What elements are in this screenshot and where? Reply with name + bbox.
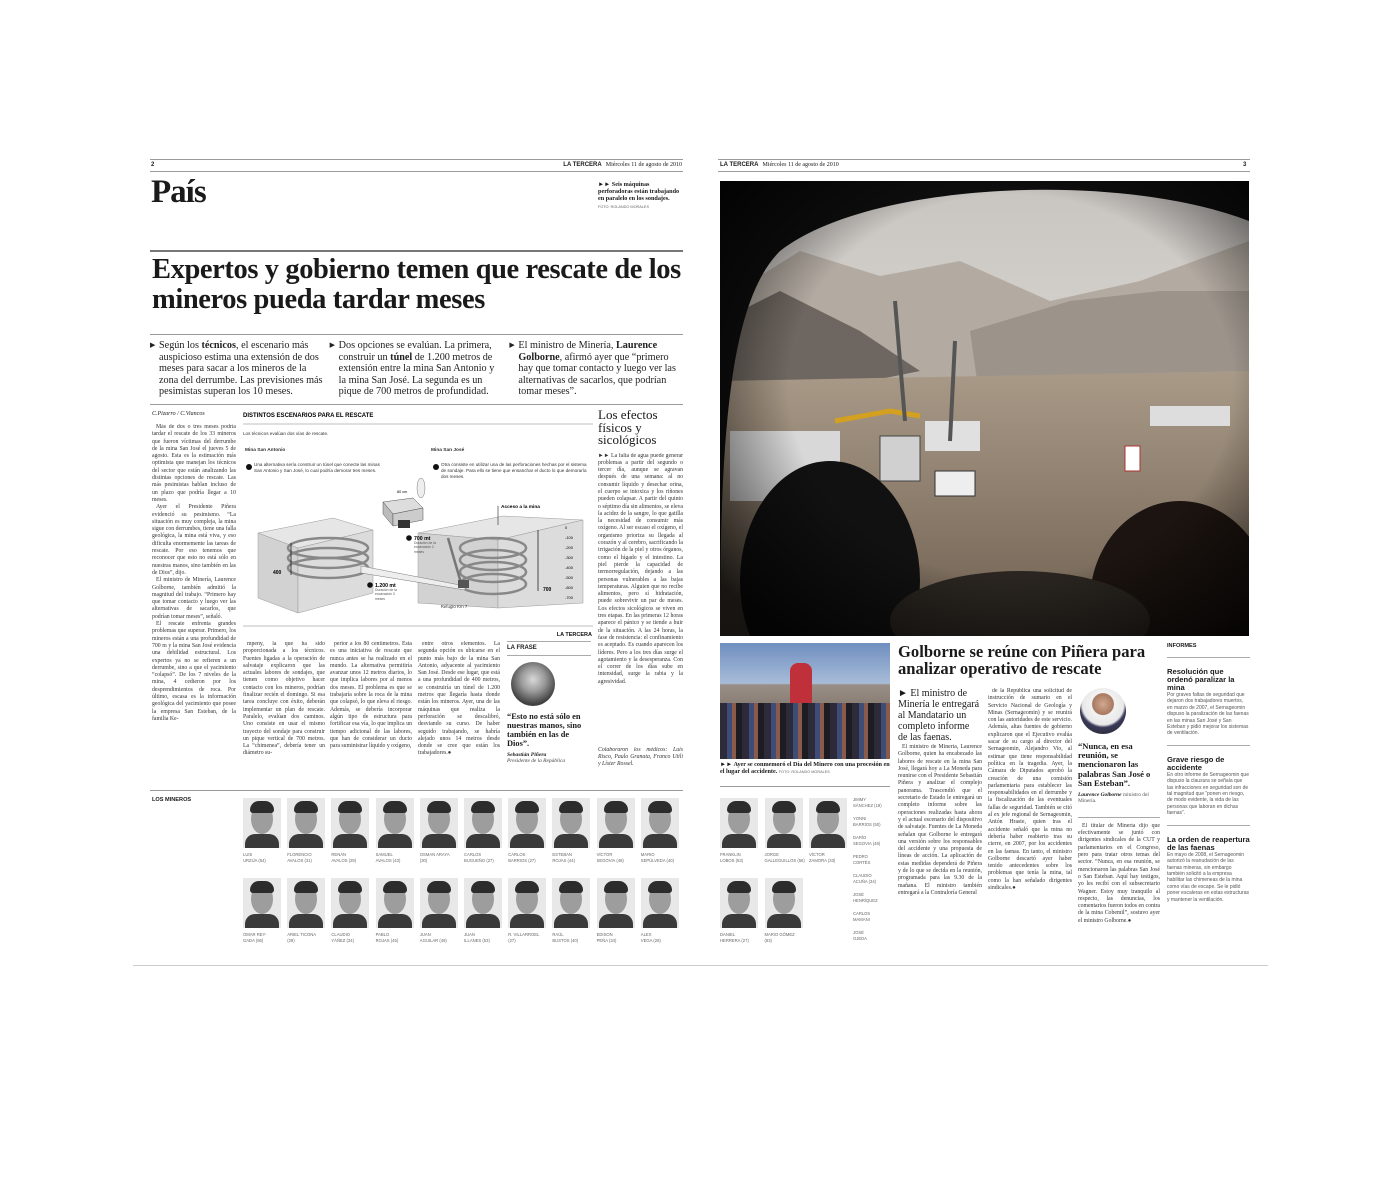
- miner-hair: [383, 881, 407, 893]
- bullet-text: de 1.200 metros de extensión entre la mina San Antonio y la mina San José. La segunda es un pique de 700 metros de profundidad.: [338, 351, 495, 398]
- tunnel-note: Duración de la excavación 3 meses: [375, 588, 397, 601]
- miner-first: CARLOS: [508, 852, 526, 857]
- miner-hair: [515, 881, 539, 893]
- miner-last: ROJAS (45): [375, 938, 399, 943]
- miner-name: [420, 932, 464, 944]
- miner-name: [809, 852, 853, 864]
- miner-last: CORTÉS: [853, 860, 871, 865]
- miner-body: [599, 914, 633, 928]
- divider: [150, 159, 683, 160]
- infographic-subtitle: Los técnicos evalúan dos vías de rescate.: [243, 431, 329, 436]
- miner-hair: [604, 881, 628, 893]
- miner-name: [243, 932, 287, 944]
- quote-box: [507, 641, 591, 764]
- miner-photo: [464, 878, 502, 928]
- miner-name: [287, 852, 331, 864]
- note-2: Otra consiste en utilizar una de las perforaciones hechas por el sistema de sondaje. Para ello se tiene que ensanchar el ducto lo que demoraría dos meses.: [441, 462, 587, 479]
- miner-name: [853, 873, 897, 885]
- bullet-text: , el escenario más auspicioso estima una extensión de dos meses para sacar a los mineros de la zona del derrumbe. Las previsiones más pesimistas superan los 10 meses.: [159, 340, 323, 398]
- miner-name: [853, 892, 897, 904]
- step-2-icon: [433, 464, 439, 470]
- miner-last: AVALOS (31): [287, 858, 312, 863]
- informe-title: Resolución que ordenó paralizar la mina: [1167, 667, 1235, 692]
- miner-photo: [552, 798, 590, 848]
- divider: [150, 404, 683, 405]
- miner-body: [466, 914, 500, 928]
- miner-hair: [648, 881, 672, 893]
- width-label: 80 cm: [397, 490, 408, 494]
- miner-body: [554, 834, 588, 848]
- miner-last: ZAMORA (33): [809, 858, 836, 863]
- depth-a-label: 400: [273, 570, 282, 576]
- miner-first: CLAUDIO: [331, 932, 351, 937]
- divider: [718, 159, 1250, 160]
- miner-last: AVALOS (29): [331, 858, 357, 863]
- miner-hair: [515, 801, 539, 813]
- miner-hair: [427, 801, 451, 813]
- miner-last: OJEDA: [853, 936, 867, 941]
- miner-first: JUAN: [464, 932, 475, 937]
- miner-last: GALLEGUILLOS (56): [764, 858, 805, 863]
- miner-hair: [427, 881, 451, 893]
- page-number: 2: [151, 162, 155, 168]
- miner-first: VÍCTOR: [809, 852, 825, 857]
- bottom-divider: [133, 965, 1268, 966]
- date: Miércoles 11 de agosto de 2010: [762, 162, 839, 168]
- miner-name: [464, 852, 508, 864]
- infographic-title: DISTINTOS ESCENARIOS PARA EL RESCATE: [243, 413, 374, 419]
- article-column: [988, 688, 1072, 944]
- miner-name: [765, 932, 809, 944]
- miner-hair: [772, 881, 796, 893]
- miner-photo: [420, 798, 458, 848]
- avatar: [1080, 688, 1126, 734]
- quote-author: Laurence Golborne: [1078, 792, 1122, 799]
- miner-photo: [243, 798, 281, 848]
- miner-photo: [765, 798, 803, 848]
- miner-last: BARRIOS (27): [508, 858, 536, 863]
- miner-hair: [294, 881, 318, 893]
- miner-last: (30): [419, 858, 428, 863]
- miner-first: ALEX: [640, 932, 652, 937]
- miner-name: [552, 932, 596, 944]
- miner-name: [720, 852, 764, 864]
- miner-name: [853, 911, 897, 923]
- miner-name: [853, 930, 897, 942]
- miner-first: JIMMY: [853, 797, 867, 802]
- miner-photo: [376, 798, 414, 848]
- scale-tick: -600: [565, 585, 574, 590]
- miner-last: SEGOVIA (48): [596, 858, 624, 863]
- article-column: [243, 641, 325, 777]
- miner-name: [508, 932, 552, 944]
- scale-tick: 0: [565, 525, 568, 530]
- masthead: LA TERCERA: [720, 162, 759, 168]
- scale-tick: -300: [565, 555, 574, 560]
- miner-name: [641, 932, 685, 944]
- informe-text: En mayo de 2008, el Sernageomin autorizó la reanudación de las faenas mineras, sin embargo también solicitó a la empresa habilitar las chimeneas de la mina como vías de escape. Se le pidió poner escaleras en estas estructuras y mantener la ventilación.: [1167, 851, 1249, 903]
- miner-hair: [559, 881, 583, 893]
- quote-label: LA FRASE: [507, 641, 591, 656]
- miner-last: BARRIOS (50): [853, 822, 881, 827]
- section-title: País: [151, 174, 206, 210]
- miner-name: [853, 797, 897, 809]
- miner-last: AGUILAR (49): [419, 938, 447, 943]
- refuge-label: Refugio Km 7: [440, 604, 468, 609]
- scale-tick: -100: [565, 535, 574, 540]
- informe-text: En otro informe de Sernageomin que dispuso la clausura se señala que las infracciones en seguridad son de tal magnitud que “ponen en riesgo, de modo evidente, la vida de las personas que laboran en dichas faenas”.: [1167, 771, 1249, 817]
- miner-body: [767, 834, 801, 848]
- avatar: [511, 662, 555, 706]
- rescue-infographic: [243, 408, 593, 638]
- paragraph: Ayer el Presidente Piñera evidenció su pesimismo. “La situación es muy compleja, la mina sigue con derrumbes, tiene una falla geológica, la mina está viva, y eso dificulta enormemente las tareas de rescate. Por eso tenemos que reconocer que esto no está sólo en nuestras manos, sino también en las de Dios”, dijo.: [152, 504, 236, 576]
- informe-text: Por graves faltas de seguridad que dejaron dos trabajadores muertos, en marzo de 2007, el Sernageomin dispuso la paralización de las faenas en las minas San José y San Esteban y pidió mejorar los sistemas de ventilación.: [1167, 692, 1249, 737]
- miner-first: RAÚL: [552, 932, 564, 937]
- scale-tick: -200: [565, 545, 574, 550]
- informes-sidebar: [1167, 643, 1250, 911]
- quote-role: ministro del Minería.: [1078, 792, 1149, 805]
- miner-photo: [597, 798, 635, 848]
- miner-first: LUIS: [243, 852, 253, 857]
- miner-last: (27): [508, 938, 516, 943]
- miner-body: [378, 914, 412, 928]
- divider: [150, 334, 683, 335]
- summary-bullets: [150, 340, 683, 398]
- miner-body: [422, 834, 456, 848]
- mine-b-label: Mina San José: [431, 448, 465, 453]
- miner-last: SEGOVIA (48): [853, 841, 881, 846]
- miner-body: [554, 914, 588, 928]
- depth-b-label: 700: [543, 587, 552, 593]
- paragraph: El ministro de Minería, Laurence Golborne, quien ha encabezado las labores de rescate en la mina San José, llegará hoy a La Moneda para reunirse con el Presidente Sebastián Piñera y analizar el complejo panorama. Trascendió que el secretario de Estado le entregará un completo informe sobre las operaciones realizadas hasta ahora y el actual escenario del dispositivo de salvataje. Fuentes de La Moneda señalan que Golborne le entregará una versión sobre los responsables del accidente y una propuesta de líneas de acción. La aplicación de estas medidas dependerá de Piñera y de lo que se decida en la reunión, programada para las 9.30 de la mañana. El ministro también entregará a la Contraloría General: [898, 744, 982, 896]
- paragraph: entre otros elementos. La segunda opción es ubicarse en el punto más bajo de la mina San Antonio, adyacente al yacimiento San José. Desde ese lugar, que está a una profundidad de 400 metros, se construiría un túnel de 1.200 metros que llegaría hasta donde están los mineros. Ayer, una de las máquinas que realiza la perforación se descalibró, desviando su curso. De haber seguido trabajando, se habría alejado unos 14 metros desde donde se cree que están los trabajadores.●: [418, 641, 500, 757]
- miner-last: (63): [764, 938, 772, 943]
- article-column: [418, 641, 500, 777]
- miner-body: [245, 834, 279, 848]
- miner-first: ARIEL TICONA: [287, 932, 317, 937]
- miner-first: ESTEBAN: [552, 852, 572, 857]
- miner-photo: [552, 878, 590, 928]
- miner-hair: [250, 881, 274, 893]
- informes-label: INFORMES: [1167, 643, 1250, 658]
- divider: [150, 250, 683, 252]
- miner-name: [597, 852, 641, 864]
- miner-first: OSMAN ARAYA: [419, 852, 450, 857]
- paragraph: Más de dos o tres meses podría tardar el rescate de los 33 mineros que fueron víctimas del derrumbe de la mina San José el jueves 5 de agosto. Esta es la estimación más optimista que manejan los técnicos del sector que están analizando las distintas opciones de rescate. Las más pesimistas hablan incluso de un plazo que podría llegar a 10 meses.: [152, 424, 236, 503]
- summary-bullet: [509, 340, 683, 398]
- miner-photo: [720, 798, 758, 848]
- miner-last: SÁNCHEZ (19): [853, 803, 882, 808]
- bullet-text: Dos opciones se evalúan. La primera, construir un: [338, 340, 492, 363]
- miner-name: [765, 852, 809, 864]
- divider: [150, 171, 683, 172]
- mine-a-label: Mina San Antonio: [245, 448, 286, 453]
- masthead: LA TERCERA: [563, 162, 602, 168]
- miner-last: BUGUEÑO (27): [464, 858, 494, 863]
- miner-last: BUSTOS (40): [552, 938, 579, 943]
- miner-last: ILLANES (53): [464, 938, 490, 943]
- miner-first: MARIO: [640, 852, 655, 857]
- divider: [150, 790, 683, 791]
- sidebar-title: Los efectos físicos y sicológicos: [598, 407, 658, 447]
- miner-hair: [772, 801, 796, 813]
- sidebar-article: [598, 409, 683, 768]
- golborne-quote: [1078, 688, 1160, 945]
- date: Miércoles 11 de agosto de 2010: [605, 162, 682, 168]
- miner-name: [552, 852, 596, 864]
- sidebar-credits: Colaboraron los médicos: Luis Risco, Paulo Granata, Franco Utili y Líster Rossel.: [598, 746, 683, 768]
- quote-role: Presidente de la República: [507, 758, 566, 764]
- miner-first: FLORENCIO: [287, 852, 312, 857]
- miner-last: PEÑA (34): [596, 938, 617, 943]
- paragraph: El titular de Minería dijo que efectivamente se juntó con dirigentes sindicales de la CUT y parlamentarios en el Congreso, pero para tratar otros temas del sector. “Nunca, en esa reunión, se mencionaron las palabras San José o San Esteban. Aquí hay testigos, yo les recibí con el subsecretario Wagner. Estoy muy tranquilo al respecto, las denuncias, los comentarios fueron todos en contra de la mina Cobemil”, sostuvo ayer el ministro Golborne.●: [1078, 822, 1160, 924]
- miner-body: [767, 914, 801, 928]
- miner-last: YÁÑEZ (34): [331, 938, 354, 943]
- miner-body: [466, 834, 500, 848]
- miner-photo: [720, 878, 758, 928]
- miner-first: YONNI: [853, 816, 867, 821]
- divider: [718, 171, 1250, 172]
- miner-first: MARIO GÓMEZ: [764, 932, 795, 937]
- intro-bullet: ► El ministro de Minería le entregará al Mandatario un completo informe de las faenas.: [898, 688, 980, 743]
- miner-photo: [331, 798, 369, 848]
- miner-name: [376, 932, 420, 944]
- bullet-text: El ministro de Minería,: [518, 340, 616, 351]
- miner-first: R. VILLARROEL: [508, 932, 540, 937]
- miner-body: [510, 914, 544, 928]
- miner-first: JORGE: [764, 852, 779, 857]
- miner-name: [853, 816, 897, 828]
- miner-hair: [338, 801, 362, 813]
- miner-name: [376, 852, 420, 864]
- miner-name: [597, 932, 641, 944]
- miner-photo: [331, 878, 369, 928]
- miner-photo: [420, 878, 458, 928]
- miner-hair: [727, 801, 751, 813]
- miner-first: DANIEL: [720, 932, 736, 937]
- miner-name: [853, 854, 897, 866]
- miner-first: VÍCTOR: [596, 852, 613, 857]
- miner-photo: [809, 798, 847, 848]
- informe-title: La orden de reapertura de las faenas: [1167, 834, 1250, 852]
- miner-first: CARLOS: [853, 911, 871, 916]
- summary-bullet: [330, 340, 504, 398]
- miners-label: LOS MINEROS: [152, 797, 192, 803]
- summary-bullet: [150, 340, 324, 398]
- informe-item: [1167, 746, 1250, 826]
- scale-tick: -400: [565, 565, 574, 570]
- miner-body: [378, 834, 412, 848]
- miner-photo: [243, 878, 281, 928]
- sidebar-text: ►► La falta de agua puede generar problemas a partir del segundo o tercer día, aunque se agravan después de una semana: al no consumir líquido y desechar orina, el cuerpo se intoxica y los riñones pueden colapsar. A partir del quinto o séptimo día sin alimentos, se eleva la acidez de la sangre, lo que gatilla la necesidad de consumir más oxígeno. Al ser escaso el oxígeno, el organismo prioriza su llegada al corazón y al cerebro, sacrificando la irrigación de la piel y otros órganos, como el hígado y el intestino. La piel pierde la capacidad de termorregulación, dejando a las personas vulnerables a las bajas temperaturas. Alguien que no recibe alimentos, pero sí hidratación, puede sobrevivir un par de meses. Los efectos sicológicos se viven en tres etapas. En las primeras 12 horas aparece el pánico y se tiende a huir de la situación. A las 24 horas, la fase de resistencia: el confinamiento es aceptado. Es cuando aparecen los líderes. Pero a los tres días surge el agotamiento y la desesperanza. Con el correr de los días sube en intensidad, surge la rabia y la agresividad.: [598, 452, 683, 685]
- headline: Golborne se reúne con Piñera para analizar operativo de rescate: [898, 642, 1146, 678]
- shaft-label: 700 mt: [414, 536, 431, 542]
- informe-item: [1167, 826, 1250, 911]
- access-label: Acceso a la mina: [501, 505, 540, 510]
- miner-first: FRANKLIN: [720, 852, 741, 857]
- paragraph: El rescate enfrenta grandes problemas que superar. Primero, los mineros están a una profundidad de 700 m y la mina San José evidencia una debilidad estructural. Los expertos ya no se refieren a un derrumbe, sino a que el yacimiento “colapsó”. De los 7 niveles de la mina, 4 cedieron por los desprendimientos de roca. Por último, escasa es la información geológica del yacimiento que posee la empresa San Esteban, de la familia Ke-: [152, 621, 236, 722]
- shaft-note: Duración de la excavación 2 meses: [414, 541, 436, 554]
- miner-hair: [471, 801, 495, 813]
- miner-hair: [294, 801, 318, 813]
- miner-body: [722, 914, 756, 928]
- bullet-arrow-icon: ▶: [509, 341, 515, 349]
- miner-first: DARÍO: [853, 835, 867, 840]
- miner-photo: [376, 878, 414, 928]
- miner-photo: [641, 878, 679, 928]
- miner-hair: [648, 801, 672, 813]
- miner-body: [289, 914, 323, 928]
- miner-photo: [464, 798, 502, 848]
- miner-hair: [250, 801, 274, 813]
- miner-first: OMAR REY-: [243, 932, 267, 937]
- miner-hair: [604, 801, 628, 813]
- miner-name: [508, 852, 552, 864]
- miner-hair: [816, 801, 840, 813]
- divider: [720, 786, 890, 787]
- miner-body: [333, 834, 367, 848]
- miner-last: VEGA (28): [640, 938, 661, 943]
- miner-hair: [471, 881, 495, 893]
- headline: Expertos y gobierno temen que rescate de los mineros pueda tardar meses: [152, 254, 681, 315]
- crowd: [720, 703, 890, 759]
- scale-tick: -700: [565, 595, 574, 600]
- paragraph: mpeny, la que ha sido proporcionada a los técnicos. Fuentes ligadas a la operación de salvataje explicaron que las actuales labores de sondajes, que tienen como objetivo hacer contacto con los mineros, podrían finalizar recién el domingo. Si esa tarea concluye con éxito, deberán implementar un plan de rescate. Paralelo, evalúan dos caminos. Uno consiste en usar el mismo trayecto del sondaje para construir un pique vertical de 700 metros. La “chimenea”, debería tener un diámetro su-: [243, 641, 325, 757]
- miner-photo: [641, 798, 679, 848]
- page-number: 3: [1243, 162, 1247, 168]
- miner-hair: [338, 881, 362, 893]
- article-column: [898, 744, 982, 944]
- infographic-credit: LA TERCERA: [556, 632, 592, 638]
- miner-body: [599, 834, 633, 848]
- miner-last: (29): [287, 938, 295, 943]
- miner-name: [287, 932, 331, 944]
- miner-last: MAMANI: [853, 917, 870, 922]
- procession-photo: [720, 643, 890, 759]
- informe-item: [1167, 658, 1250, 746]
- bullet-text: , afirmó ayer que “primero hay que tomar contacto y luego ver las alternativas de sacarlos, que podrían tomar meses”.: [518, 351, 676, 398]
- miner-first: RENÁN: [331, 852, 347, 857]
- miner-body: [289, 834, 323, 848]
- miner-body: [510, 834, 544, 848]
- miner-last: URZÚA (54): [243, 858, 266, 863]
- miner-first: PABLO: [375, 932, 390, 937]
- bullet-text: Según los: [159, 340, 202, 351]
- miner-body: [422, 914, 456, 928]
- miner-name: [641, 852, 685, 864]
- note-1: Una alternativa sería construir un túnel que conecte las minas San Antonio y San José, lo cual podría demorar tres meses.: [254, 462, 380, 473]
- miner-photo: [287, 878, 325, 928]
- miner-first: JOSÉ: [853, 930, 864, 935]
- quote-author: Sebastián Piñera: [507, 752, 547, 758]
- article-column: [152, 424, 236, 780]
- miner-last: GADA (56): [243, 938, 264, 943]
- miner-last: ROJAS (44): [552, 858, 575, 863]
- miner-last: SEPÚLVEDA (40): [640, 858, 675, 863]
- bullet-arrow-icon: ▶: [150, 341, 156, 349]
- miner-body: [643, 834, 677, 848]
- miner-hair: [383, 801, 407, 813]
- miner-photo: [765, 878, 803, 928]
- miner-first: CLAUDIO: [853, 873, 872, 878]
- miner-last: AVALOS (43): [375, 858, 401, 863]
- paragraph: perior a los 80 centímetros. Esta es una iniciativa de rescate que nunca antes se ha realizado en el mundo. La alternativa permitiría avanzar unos 12 metros diarios, lo que implica labores por al menos dos meses. El problema es que se trabajaría sobre la roca de la mina que colapsó, lo que eleva el riesgo. Además, se debería incorporar algún tipo de estructura para fortificar esa vía, lo que implica un tiempo adicional de las labores, que han de considerar un ducto para suministrar líquido y oxígeno,: [330, 641, 412, 750]
- quote-text: “Esto no está sólo en nuestras manos, sino también en las de Dios”.: [507, 712, 582, 748]
- miner-last: HERRERA (27): [720, 938, 749, 943]
- miner-name: [331, 852, 375, 864]
- paragraph: El ministro de Minería, Laurence Golborne, también admitió la magnitud del trabajo. “Primero hay que tomar contacto y luego ver las alternativas de sacarlos, que podrían tomar meses”, señaló.: [152, 577, 236, 620]
- miner-name: [420, 852, 464, 864]
- main-photo-mine-site: [720, 181, 1249, 636]
- miner-name: [853, 835, 897, 847]
- miner-first: CARLOS: [464, 852, 482, 857]
- article-column: [330, 641, 412, 777]
- miner-first: JOSÉ: [853, 892, 864, 897]
- miner-name: [720, 932, 764, 944]
- miner-name: [464, 932, 508, 944]
- byline: C.Pizarro / C.Viancos: [152, 411, 205, 417]
- miner-body: [811, 834, 845, 848]
- bullet-emphasis: Laurence Golborne: [518, 340, 658, 363]
- scale-tick: -500: [565, 575, 574, 580]
- miner-photo: [287, 798, 325, 848]
- bullet-emphasis: técnicos: [201, 340, 236, 351]
- bullet-arrow-icon: ▶: [329, 341, 336, 349]
- page-header: [720, 162, 839, 168]
- top-photo-caption: ►► Seis máquinas perforadoras están trabajando en paralelo en los sondajes. FOTO: ROLANDO MORALES: [598, 181, 680, 209]
- article-column: [1078, 823, 1160, 945]
- miner-name: [243, 852, 287, 864]
- miner-body: [722, 834, 756, 848]
- miner-last: LOBOS (53): [720, 858, 744, 863]
- miner-body: [643, 914, 677, 928]
- tunnel-label: 1.200 mt: [375, 583, 396, 589]
- miner-body: [333, 914, 367, 928]
- miner-photo: [508, 878, 546, 928]
- miner-first: SAMUEL: [375, 852, 393, 857]
- miner-photo: [508, 798, 546, 848]
- miner-first: PEDRO: [853, 854, 868, 859]
- quote-text: “Nunca, en esa reunión, se mencionaron las palabras San José o San Esteban”.: [1078, 741, 1151, 788]
- miner-first: EDISON: [596, 932, 613, 937]
- miner-last: ACUÑA (34): [853, 879, 877, 884]
- miner-hair: [559, 801, 583, 813]
- miner-name: [331, 932, 375, 944]
- miner-last: HENRÍQUEZ: [853, 898, 878, 903]
- informe-title: Grave riesgo de accidente: [1167, 754, 1225, 772]
- miner-photo: [597, 878, 635, 928]
- miner-hair: [727, 881, 751, 893]
- page-header: [563, 162, 682, 168]
- bullet-emphasis: túnel: [390, 351, 413, 363]
- miner-first: JUAN: [419, 932, 431, 937]
- paragraph: de la República una solicitud de instrucción de sumario en el Servicio Nacional de Geología y Minas (Sernageomin) y se reunirá con las autoridades de este servicio. Además, altas fuentes de gobierno explicaron que el Ejecutivo evalúa sacar de su cargo al director del Sernageomin, Alejandro Vio, al estimar que tiene responsabilidad política en la tragedia. Ayer, la Cámara de Diputados aprobó la creación de una comisión parlamentaria para establecer las responsabilidades en el derrumbe y la fiscalización de las eventuales fallas de seguridad. También se citó al ex jefe regional de Sernageomin, Antón Hraste, quien tras el accidente señaló que la mina no debería haber reabierto tras su cierre, en 2007, por los accidentes en las faenas. En tanto, el ministro Golborne descartó ayer haber tenido antecedentes sobre los problemas que tenía la mina, tal como la han señalado dirigentes sindicales.●: [988, 688, 1072, 892]
- procession-caption: ►► Ayer se conmemoró el Día del Minero con una procesión en el lugar del accidente. FOTO: ROLANDO MORALES: [720, 761, 890, 776]
- step-1-icon: [246, 464, 252, 470]
- miner-body: [245, 914, 279, 928]
